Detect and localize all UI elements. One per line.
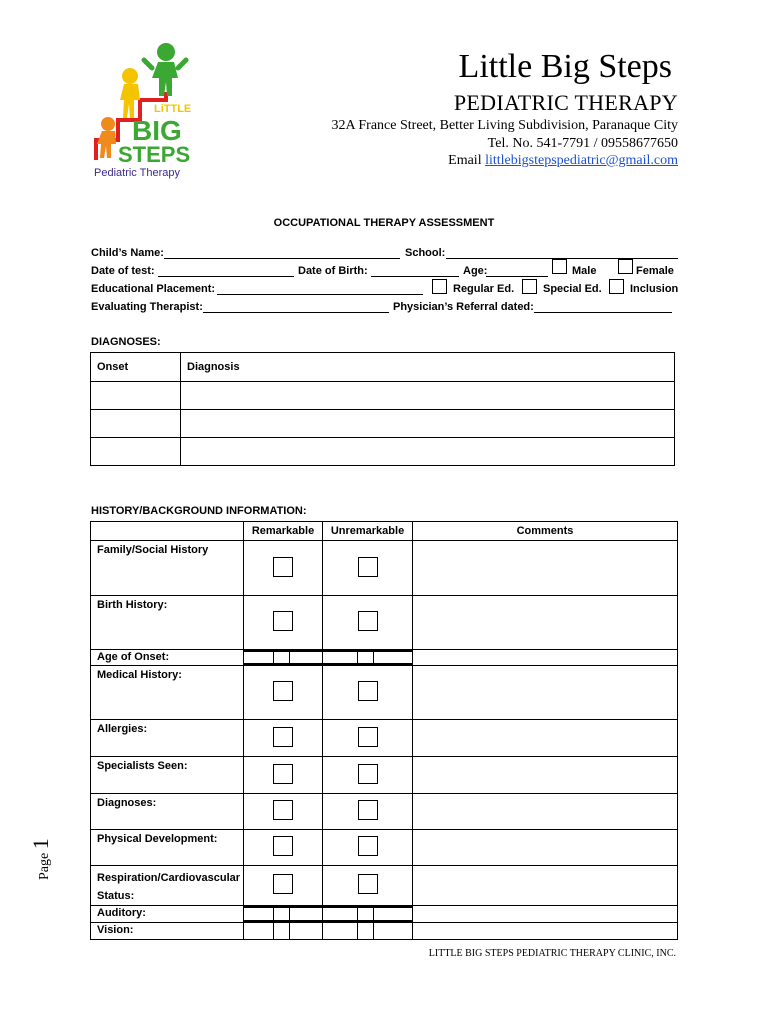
table-row	[91, 666, 678, 720]
email-label: Email	[448, 153, 482, 168]
unremarkable-mini-checkbox[interactable]	[323, 923, 413, 940]
history-row-label: Family/Social History	[91, 541, 244, 596]
comments-cell[interactable]	[413, 596, 678, 650]
educational-placement-label: Educational Placement:	[91, 283, 216, 295]
unremarkable-mini-checkbox[interactable]	[323, 650, 413, 666]
inclusion-label: Inclusion	[630, 283, 679, 295]
diagnosis-cell[interactable]	[181, 438, 675, 466]
logo-text-steps: STEPS	[118, 142, 191, 167]
history-row-label: Birth History:	[91, 596, 244, 650]
table-row	[91, 923, 678, 940]
table-row	[91, 382, 675, 410]
inclusion-checkbox[interactable]	[609, 279, 624, 294]
date-of-birth-label: Date of Birth:	[298, 265, 368, 277]
educational-placement-field[interactable]	[217, 294, 423, 295]
remarkable-mini-checkbox[interactable]	[244, 906, 323, 923]
date-of-test-label: Date of test:	[91, 265, 155, 277]
comments-cell[interactable]	[413, 757, 678, 794]
table-row	[91, 906, 678, 923]
form-title: OCCUPATIONAL THERAPY ASSESSMENT	[273, 217, 495, 229]
comments-header: Comments	[413, 522, 678, 541]
date-of-birth-field[interactable]	[371, 276, 459, 277]
remarkable-checkbox[interactable]	[273, 681, 293, 701]
footer-text: LITTLE BIG STEPS PEDIATRIC THERAPY CLINIC, INC.	[428, 948, 676, 959]
table-row	[91, 866, 678, 906]
female-checkbox[interactable]	[618, 259, 633, 274]
special-ed-label: Special Ed.	[543, 283, 602, 295]
unremarkable-checkbox[interactable]	[358, 836, 378, 856]
logo-graphic	[88, 40, 208, 180]
page-number: 1	[28, 838, 53, 850]
remarkable-mini-checkbox[interactable]	[244, 650, 323, 666]
onset-cell[interactable]	[91, 410, 181, 438]
regular-ed-label: Regular Ed.	[453, 283, 515, 295]
remarkable-checkbox[interactable]	[273, 836, 293, 856]
history-row-label: Medical History:	[91, 666, 244, 720]
unremarkable-checkbox[interactable]	[358, 557, 378, 577]
comments-cell[interactable]	[413, 923, 678, 940]
remarkable-checkbox[interactable]	[273, 557, 293, 577]
regular-ed-checkbox[interactable]	[432, 279, 447, 294]
history-table	[90, 521, 678, 940]
page-number-label	[28, 838, 54, 880]
evaluating-therapist-field[interactable]	[203, 312, 389, 313]
table-row	[91, 650, 678, 666]
table-row	[91, 438, 675, 466]
page-word: Page	[37, 852, 52, 880]
special-ed-checkbox[interactable]	[522, 279, 537, 294]
female-label: Female	[636, 265, 674, 277]
table-row	[91, 410, 675, 438]
history-row-label: Respiration/Cardiovascular Status:	[91, 866, 244, 906]
remarkable-checkbox[interactable]	[273, 727, 293, 747]
org-name: Little Big Steps	[458, 48, 672, 85]
remarkable-checkbox[interactable]	[273, 611, 293, 631]
childs-name-label: Child’s Name:	[91, 247, 164, 259]
age-field[interactable]	[486, 276, 548, 277]
diagnosis-cell[interactable]	[181, 382, 675, 410]
date-of-test-field[interactable]	[158, 276, 294, 277]
history-row-label: Allergies:	[91, 720, 244, 757]
history-row-label: Age of Onset:	[91, 650, 244, 666]
history-heading: HISTORY/BACKGROUND INFORMATION:	[91, 505, 307, 517]
comments-cell[interactable]	[413, 794, 678, 830]
onset-header: Onset	[91, 353, 181, 382]
comments-cell[interactable]	[413, 650, 678, 666]
comments-cell[interactable]	[413, 541, 678, 596]
table-row	[91, 830, 678, 866]
comments-cell[interactable]	[413, 830, 678, 866]
comments-cell[interactable]	[413, 666, 678, 720]
remarkable-checkbox[interactable]	[273, 764, 293, 784]
history-row-label: Physical Development:	[91, 830, 244, 866]
onset-cell[interactable]	[91, 438, 181, 466]
physician-referral-field[interactable]	[534, 312, 672, 313]
logo-text-big: BIG	[132, 115, 182, 146]
unremarkable-checkbox[interactable]	[358, 800, 378, 820]
evaluating-therapist-label: Evaluating Therapist:	[91, 301, 203, 313]
comments-cell[interactable]	[413, 720, 678, 757]
logo-text-pediatric: Pediatric Therapy	[94, 167, 181, 179]
history-row-label: Specialists Seen:	[91, 757, 244, 794]
comments-cell[interactable]	[413, 866, 678, 906]
table-row	[91, 541, 678, 596]
comments-cell[interactable]	[413, 906, 678, 923]
logo-text-little: LiTTLE	[154, 103, 192, 115]
unremarkable-checkbox[interactable]	[358, 764, 378, 784]
remarkable-checkbox[interactable]	[273, 800, 293, 820]
org-subtitle: PEDIATRIC THERAPY	[453, 90, 678, 115]
org-phone: Tel. No. 541-7791 / 09558677650	[487, 136, 678, 151]
table-row	[91, 794, 678, 830]
male-label: Male	[572, 265, 597, 277]
org-email-line	[448, 153, 678, 169]
unremarkable-header: Unremarkable	[323, 522, 413, 541]
unremarkable-mini-checkbox[interactable]	[323, 906, 413, 923]
onset-cell[interactable]	[91, 382, 181, 410]
org-address: 32A France Street, Better Living Subdivision, Paranaque City	[331, 118, 678, 133]
remarkable-header: Remarkable	[244, 522, 323, 541]
diagnoses-heading: DIAGNOSES:	[91, 336, 161, 348]
unremarkable-checkbox[interactable]	[358, 611, 378, 631]
history-row-label: Vision:	[91, 923, 244, 940]
table-row	[91, 720, 678, 757]
school-label: School:	[405, 247, 446, 259]
childs-name-field[interactable]	[164, 258, 400, 259]
diagnosis-cell[interactable]	[181, 410, 675, 438]
remarkable-mini-checkbox[interactable]	[244, 923, 323, 940]
table-row	[91, 757, 678, 794]
unremarkable-checkbox[interactable]	[358, 727, 378, 747]
remarkable-checkbox[interactable]	[273, 874, 293, 894]
history-row-label: Auditory:	[91, 906, 244, 923]
email-link[interactable]: littlebigstepspediatric@gmail.com	[485, 153, 678, 168]
age-label: Age:	[463, 265, 488, 277]
diagnosis-header: Diagnosis	[181, 353, 675, 382]
unremarkable-checkbox[interactable]	[358, 681, 378, 701]
diagnoses-table	[90, 352, 675, 466]
male-checkbox[interactable]	[552, 259, 567, 274]
clinic-logo	[88, 40, 208, 180]
history-label-header	[91, 522, 244, 541]
physician-referral-label: Physician’s Referral dated:	[393, 301, 534, 313]
table-row	[91, 596, 678, 650]
unremarkable-checkbox[interactable]	[358, 874, 378, 894]
history-row-label: Diagnoses:	[91, 794, 244, 830]
